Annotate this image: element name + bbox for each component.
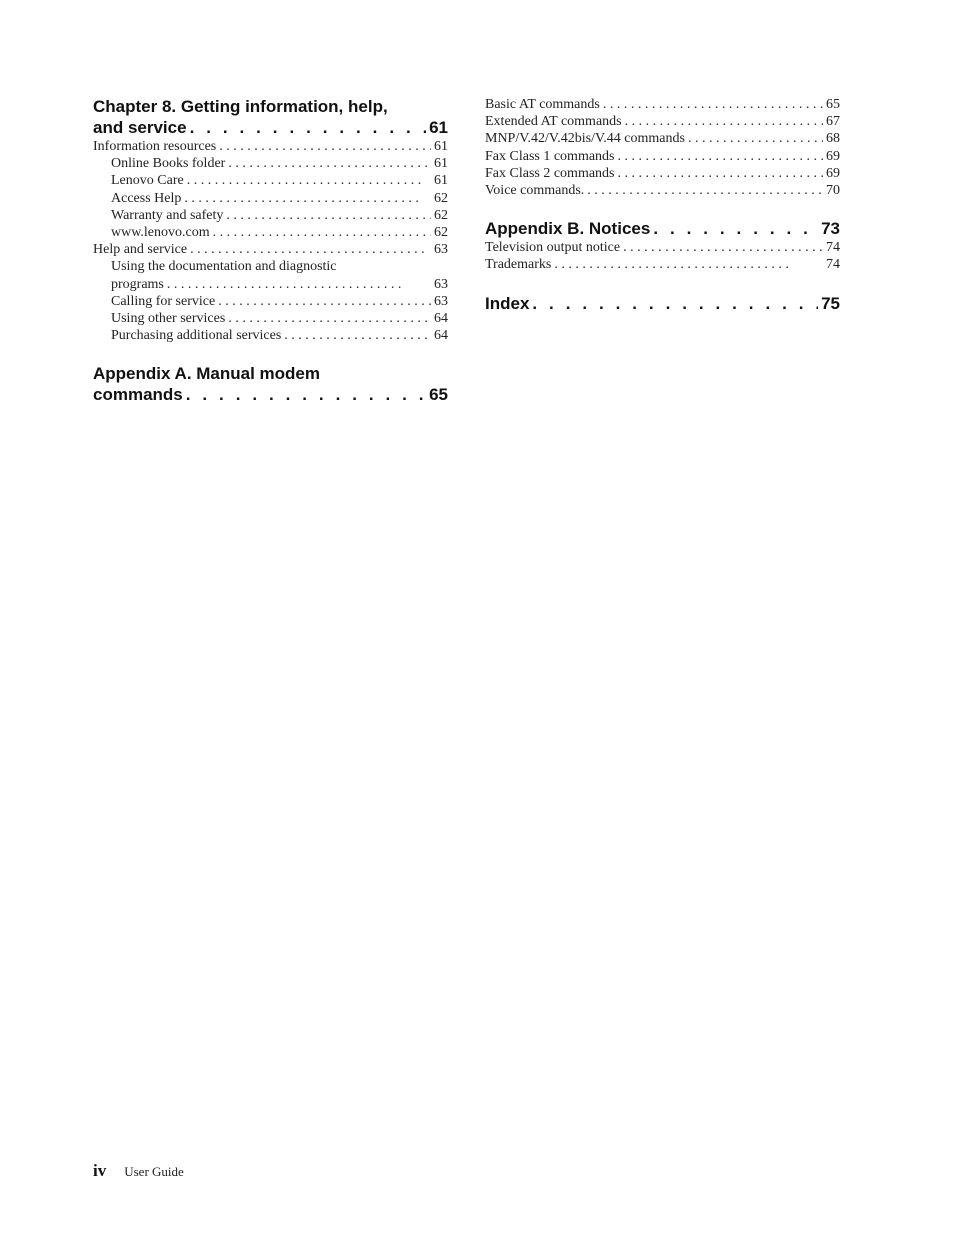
toc-entry-label: Extended AT commands [485,113,625,130]
toc-entry-label: MNP/V.42/V.42bis/V.44 commands [485,130,688,147]
toc-heading-chapter-8-line1: Chapter 8. Getting information, help, [93,97,388,116]
toc-page-number: 74 [823,256,840,273]
toc-page-number: 73 [818,218,840,239]
dot-leader [688,130,823,147]
toc-right-column [485,96,840,314]
toc-entry-information-resources[interactable] [93,138,448,155]
toc-page-number: 69 [823,165,840,182]
toc-entry-fax-class-2-commands[interactable] [485,165,840,182]
toc-heading-appendix-a-line2: commands [93,384,186,405]
dot-leader [184,190,431,207]
footer-page-number: iv [93,1161,107,1180]
toc-heading-appendix-b[interactable] [485,218,840,239]
toc-entry-television-output-notice[interactable] [485,239,840,256]
toc-entry-using-other-services[interactable] [93,310,448,327]
toc-page-number: 64 [431,327,448,344]
toc-page-number: 61 [431,155,448,172]
toc-page-number: 62 [431,224,448,241]
dot-leader [284,327,431,344]
dot-leader [554,256,823,273]
toc-heading-appendix-a[interactable] [93,363,448,405]
toc-heading-label: Appendix B. Notices [485,218,653,239]
toc-entry-label: Access Help [111,190,184,207]
footer-book-title: User Guide [124,1164,184,1179]
toc-entry-label: Online Books folder [111,155,228,172]
toc-heading-chapter-8[interactable] [93,96,448,138]
dot-leader [603,96,823,113]
toc-page-number: 61 [431,172,448,189]
toc-entry-label: Lenovo Care [111,172,187,189]
toc-entry-online-books-folder[interactable] [93,155,448,172]
toc-page-number: 70 [823,182,840,199]
dot-leader [623,239,823,256]
toc-entry-extended-at-commands[interactable] [485,113,840,130]
toc-entry-warranty-and-safety[interactable] [93,207,448,224]
dot-leader [190,241,431,258]
toc-page-number: 62 [431,190,448,207]
toc-page-number: 63 [431,276,448,293]
page-footer [93,1161,184,1181]
toc-page-number: 64 [431,310,448,327]
toc-heading-chapter-8-line2: and service [93,117,190,138]
toc-entry-www-lenovo-com[interactable] [93,224,448,241]
toc-entry-label: programs [111,276,167,293]
toc-entry-calling-for-service[interactable] [93,293,448,310]
dot-leader [226,207,431,224]
toc-entry-label: Television output notice [485,239,623,256]
dot-leader [190,117,427,138]
toc-entry-using-documentation-diagnostic-programs[interactable] [93,258,448,292]
toc-page-number: 69 [823,148,840,165]
toc-left-column [93,96,448,405]
toc-page-number: 68 [823,130,840,147]
toc-entry-label: Fax Class 2 commands [485,165,618,182]
toc-entry-label: Calling for service [111,293,218,310]
toc-entry-label-line1: Using the documentation and diagnostic [111,259,337,275]
toc-page-number: 62 [431,207,448,224]
toc-entry-help-and-service[interactable] [93,241,448,258]
toc-page-number: 61 [431,138,448,155]
dot-leader [618,165,824,182]
toc-entry-basic-at-commands[interactable] [485,96,840,113]
dot-leader [228,155,431,172]
dot-leader [653,218,818,239]
toc-entry-fax-class-1-commands[interactable] [485,148,840,165]
dot-leader [228,310,431,327]
dot-leader [167,276,431,293]
toc-entry-label: Trademarks [485,256,554,273]
toc-heading-index[interactable] [485,293,840,314]
toc-entry-purchasing-additional-services[interactable] [93,327,448,344]
toc-entry-mnp-v42-commands[interactable] [485,130,840,147]
toc-page-number: 65 [426,384,448,405]
toc-page-number: 63 [431,241,448,258]
toc-entry-label: Help and service [93,241,190,258]
toc-entry-label: Basic AT commands [485,96,603,113]
toc-page-number: 61 [426,117,448,138]
dot-leader [187,172,431,189]
toc-entry-label: Fax Class 1 commands [485,148,618,165]
toc-entry-voice-commands[interactable] [485,182,840,199]
toc-entry-label: Purchasing additional services [111,327,284,344]
dot-leader [219,138,431,155]
toc-page-number: 74 [823,239,840,256]
toc-entry-access-help[interactable] [93,190,448,207]
toc-heading-label: Index [485,293,532,314]
toc-heading-appendix-a-line1: Appendix A. Manual modem [93,364,321,384]
toc-entry-label: Information resources [93,138,219,155]
toc-entry-trademarks[interactable] [485,256,840,273]
toc-entry-label: Voice commands. [485,182,587,199]
toc-entry-lenovo-care[interactable] [93,172,448,189]
dot-leader [218,293,431,310]
toc-entry-label: www.lenovo.com [111,224,213,241]
dot-leader [625,113,823,130]
toc-page-number: 65 [823,96,840,113]
dot-leader [618,148,824,165]
toc-entry-label: Warranty and safety [111,207,226,224]
dot-leader [532,293,818,314]
dot-leader [587,182,823,199]
toc-page-number: 67 [823,113,840,130]
toc-entry-label: Using other services [111,310,228,327]
toc-page-number: 75 [818,293,840,314]
toc-page-number: 63 [431,293,448,310]
dot-leader [186,384,426,405]
dot-leader [213,224,431,241]
